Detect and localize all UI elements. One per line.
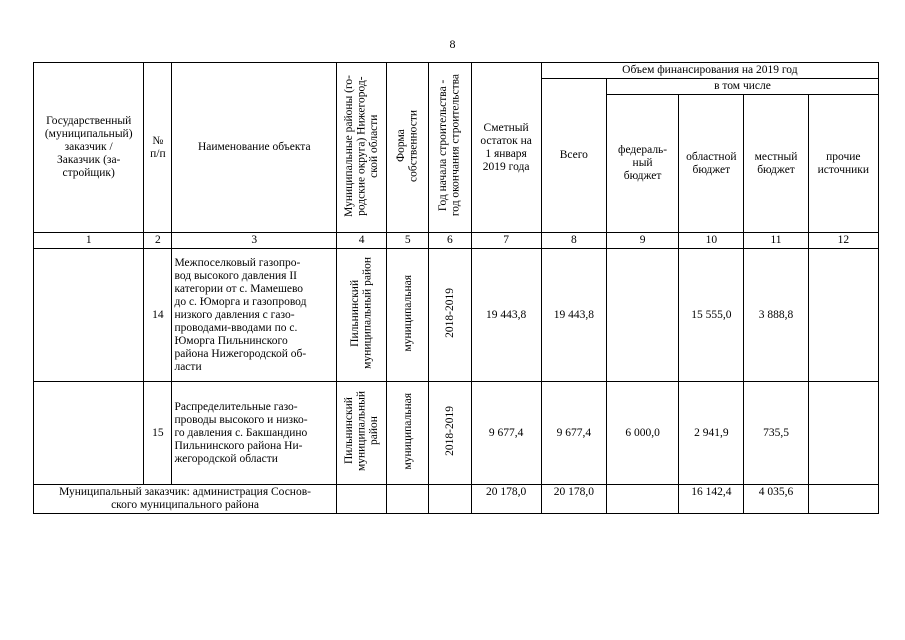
header-other-line: источники (817, 163, 870, 176)
row-district-line: Пильнинский (342, 397, 355, 465)
row-estimate: 19 443,8 (471, 249, 541, 382)
column-number: 11 (744, 233, 808, 249)
row-ownership (387, 249, 429, 382)
row-name-line: Распределительные газо- (174, 400, 298, 413)
row-name-line: ласти (174, 360, 202, 373)
table-row (34, 382, 879, 485)
header-federal (606, 95, 678, 233)
header-number-line: п/п (150, 147, 166, 160)
header-object-name: Наименование объекта (172, 63, 337, 233)
row-district-text (349, 257, 374, 369)
header-regional (679, 95, 744, 233)
row-other (808, 249, 878, 382)
row-years-text: 2018-2019 (443, 288, 456, 338)
row-name-line: Межпоселковый газопро- (174, 256, 301, 269)
header-ownership-line: собственности (407, 109, 420, 182)
header-regional-line: бюджет (692, 163, 731, 176)
row-customer (34, 249, 144, 382)
column-number: 10 (679, 233, 744, 249)
row-customer (34, 382, 144, 485)
summary-district (337, 485, 387, 514)
row-district-line: муниципальный (355, 390, 368, 472)
header-number (144, 63, 172, 233)
summary-ownership (387, 485, 429, 514)
page-number: 8 (449, 37, 456, 51)
header-districts-line: родские округа) Нижегород- (355, 75, 368, 216)
header-ownership-line: Форма (395, 129, 408, 162)
row-regional: 15 555,0 (679, 249, 744, 382)
header-districts-line: ской области (367, 113, 380, 178)
column-number: 5 (387, 233, 429, 249)
header-number-line: № (152, 134, 164, 147)
summary-total: 20 178,0 (541, 485, 606, 514)
header-districts (337, 63, 387, 233)
header-local-line: местный (754, 150, 798, 163)
row-years-text: 2018-2019 (443, 406, 456, 456)
row-object-name (172, 249, 337, 382)
header-regional-line: областной (686, 150, 737, 163)
row-ownership-text: муниципальная (401, 392, 414, 470)
summary-local: 4 035,6 (744, 485, 808, 514)
header-customer-line: стройщик) (62, 167, 115, 179)
column-numbers-row (34, 233, 879, 249)
summary-other (808, 485, 878, 514)
row-federal: 6 000,0 (606, 382, 678, 485)
header-years-text (437, 74, 462, 216)
header-including: в том числе (606, 79, 878, 95)
header-other-line: прочие (826, 150, 861, 163)
row-district-line: район (367, 416, 380, 446)
header-estimate-line: 2019 года (482, 160, 530, 173)
table-row (34, 249, 879, 382)
header-federal-line: бюджет (623, 170, 662, 182)
row-name-line: Юморга Пильнинского (174, 334, 288, 347)
row-years (429, 249, 471, 382)
row-regional: 2 941,9 (679, 382, 744, 485)
row-district (337, 249, 387, 382)
row-number: 14 (144, 249, 172, 382)
column-number: 4 (337, 233, 387, 249)
header-financing: Объем финансирования на 2019 год (541, 63, 878, 79)
header-estimate-line: остаток на (480, 134, 532, 147)
row-local: 735,5 (744, 382, 808, 485)
header-federal-line: федераль- (618, 144, 668, 156)
summary-label-line: Муниципальный заказчик: администрация Соснов- (59, 486, 311, 498)
row-district-text (343, 391, 381, 471)
summary-years (429, 485, 471, 514)
header-customer-line: (муниципальный) (44, 128, 133, 140)
row-district-line: муниципальный район (361, 257, 374, 369)
header-customer (34, 63, 144, 233)
header-total: Всего (541, 79, 606, 233)
row-name-line: проводы высокого и низко- (174, 413, 308, 426)
row-other (808, 382, 878, 485)
header-federal-line: ный (632, 157, 653, 169)
column-number: 9 (606, 233, 678, 249)
header-ownership-text (395, 110, 420, 182)
summary-federal (606, 485, 678, 514)
column-number: 2 (144, 233, 172, 249)
row-name-line: проводами-вводами по с. (174, 321, 298, 334)
row-name-line: го давления с. Бакшандино (174, 426, 308, 439)
row-ownership (387, 382, 429, 485)
row-name-line: Пильнинского района Ни- (174, 439, 303, 452)
summary-regional: 16 142,4 (679, 485, 744, 514)
row-federal (606, 249, 678, 382)
header-local-line: бюджет (757, 163, 795, 176)
row-name-line: низкого давления с газо- (174, 308, 295, 321)
column-number: 3 (172, 233, 337, 249)
header-customer-line: Государственный (46, 115, 132, 127)
row-ownership-text: муниципальная (401, 274, 414, 352)
row-name-line: до с. Юморга и газопровод (174, 295, 307, 308)
row-estimate: 9 677,4 (471, 382, 541, 485)
row-district-line: Пильнинский (349, 279, 362, 347)
header-districts-line: Муниципальные районы (го- (342, 74, 355, 217)
row-name-line: вод высокого давления II (174, 269, 297, 282)
column-number: 6 (429, 233, 471, 249)
financing-table (33, 62, 879, 514)
header-estimate-line: 1 января (485, 147, 527, 160)
row-name-line: категории от с. Мамешево (174, 282, 304, 295)
header-estimate-line: Сметный (483, 121, 529, 134)
row-name-line: района Нижегородской об- (174, 347, 307, 360)
row-number: 15 (144, 382, 172, 485)
header-other (808, 95, 878, 233)
header-customer-line: заказчик / (64, 141, 113, 153)
header-years (429, 63, 471, 233)
column-number: 8 (541, 233, 606, 249)
row-district (337, 382, 387, 485)
column-number: 1 (34, 233, 144, 249)
header-estimate (471, 63, 541, 233)
row-total: 19 443,8 (541, 249, 606, 382)
header-years-line: Год начала строительства - (437, 79, 450, 212)
row-object-name (172, 382, 337, 485)
summary-estimate: 20 178,0 (471, 485, 541, 514)
row-local: 3 888,8 (744, 249, 808, 382)
header-years-line: год окончания строительства (449, 74, 462, 217)
summary-row (34, 485, 879, 514)
column-number: 7 (471, 233, 541, 249)
header-local (744, 95, 808, 233)
header-customer-line: Заказчик (за- (56, 154, 121, 166)
row-name-line: жегородской области (174, 452, 278, 465)
header-ownership (387, 63, 429, 233)
row-years (429, 382, 471, 485)
summary-label (34, 485, 337, 514)
column-number: 12 (808, 233, 878, 249)
summary-label-line: ского муниципального района (111, 499, 259, 511)
row-total: 9 677,4 (541, 382, 606, 485)
header-districts-text (343, 75, 381, 217)
